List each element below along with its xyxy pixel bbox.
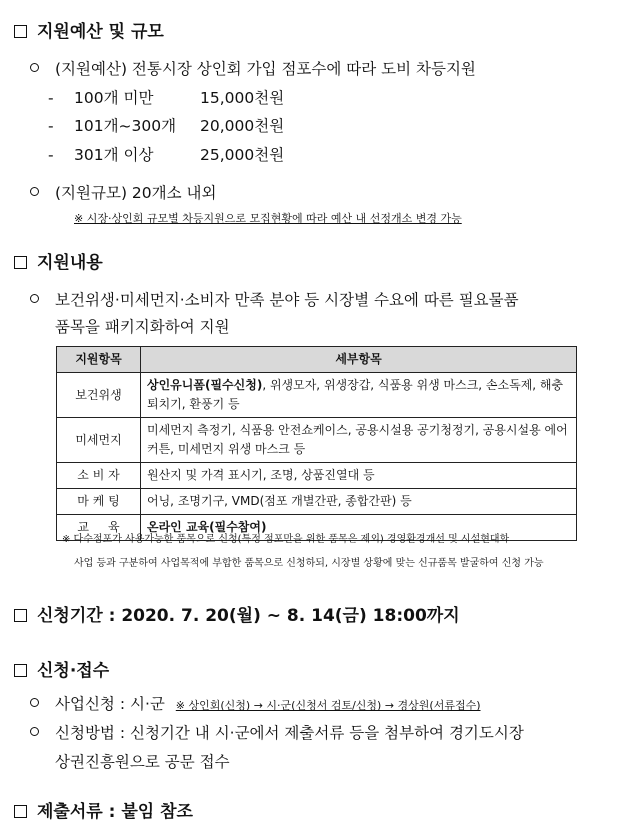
table-cell-category: 소 비 자 <box>57 463 141 489</box>
table-cell-details: 미세먼지 측정기, 식품용 안전쇼케이스, 공용시설용 공기청정기, 공용시설용 에어커튼, 미세먼지 위생 마스크 등 <box>141 418 577 463</box>
table-cell-category: 보건위생 <box>57 373 141 418</box>
budget-note: ※ 시장·상인회 규모별 차등지원으로 모집현황에 따라 예산 내 선정개소 변경 가능 <box>74 212 462 225</box>
apply-line: 사업신청 : 시·군 ※ 상인회(신청) → 시·군(신청서 검토/신청) → 경상원(서류접수) <box>30 692 481 714</box>
circle-bullet-icon <box>30 698 39 707</box>
apply-flow: ※ 상인회(신청) → 시·군(신청서 검토/신청) → 경상원(서류접수) <box>175 699 481 712</box>
table-cell-category: 미세먼지 <box>57 418 141 463</box>
square-bullet-icon <box>14 805 27 818</box>
table-row <box>57 418 577 463</box>
table-header-row <box>57 347 577 373</box>
table-header-category: 지원항목 <box>57 347 141 373</box>
budget-tier: - 301개 이상 25,000천원 <box>48 146 285 164</box>
budget-intro: (지원예산) 전통시장 상인회 가입 점포수에 따라 도비 차등지원 <box>30 57 476 79</box>
table-cell-details: 상인유니폼(필수신청), 위생모자, 위생장갑, 식품용 위생 마스크, 손소독제, 해충퇴치기, 환풍기 등 <box>141 373 577 418</box>
support-items-table <box>56 346 577 541</box>
square-bullet-icon <box>14 25 27 38</box>
section-heading-documents: 제출서류 : 붙임 참조 <box>14 797 193 822</box>
table-row <box>57 463 577 489</box>
section-heading-content: 지원내용 <box>14 248 103 273</box>
table-cell-details: 온라인 교육(필수참여) <box>141 515 577 541</box>
method-line-cont: 상권진흥원으로 공문 접수 <box>55 753 230 771</box>
table-header-details: 세부항목 <box>141 347 577 373</box>
method-line: 신청방법 : 신청기간 내 시·군에서 제출서류 등을 첨부하여 경기도시장 <box>30 721 524 743</box>
circle-bullet-icon <box>30 294 39 303</box>
table-cell-category: 교 육 <box>57 515 141 541</box>
section-heading-budget: 지원예산 및 규모 <box>14 17 164 42</box>
section-heading-application: 신청·접수 <box>14 656 109 681</box>
circle-bullet-icon <box>30 187 39 196</box>
table-note-line2: 사업 등과 구분하여 사업목적에 부합한 품목으로 신청하되, 시장별 상황에 맞는 신규품목 발굴하여 신청 가능 <box>74 558 544 569</box>
table-row <box>57 373 577 418</box>
content-desc: 보건위생·미세먼지·소비자 만족 분야 등 시장별 수요에 따른 필요물품 <box>30 288 519 310</box>
support-scale: (지원규모) 20개소 내외 <box>30 181 216 203</box>
table-cell-category: 마 케 팅 <box>57 489 141 515</box>
square-bullet-icon <box>14 664 27 677</box>
circle-bullet-icon <box>30 727 39 736</box>
budget-tier: - 101개~300개 20,000천원 <box>48 117 285 135</box>
table-cell-details: 어닝, 조명기구, VMD(점포 개별간판, 종합간판) 등 <box>141 489 577 515</box>
square-bullet-icon <box>14 609 27 622</box>
section-heading-period: 신청기간 : 2020. 7. 20(월) ~ 8. 14(금) 18:00까지 <box>14 601 460 626</box>
table-row <box>57 489 577 515</box>
budget-tier: - 100개 미만 15,000천원 <box>48 89 285 107</box>
table-note-line1: ※ 다수점포가 사용가능한 품목으로 신청(특정 점포만을 위한 품목은 제외) 경영환경개선 및 시설현대화 <box>62 534 510 545</box>
square-bullet-icon <box>14 256 27 269</box>
table-cell-details: 원산지 및 가격 표시기, 조명, 상품진열대 등 <box>141 463 577 489</box>
content-desc-cont: 품목을 패키지화하여 지원 <box>55 318 230 336</box>
circle-bullet-icon <box>30 63 39 72</box>
